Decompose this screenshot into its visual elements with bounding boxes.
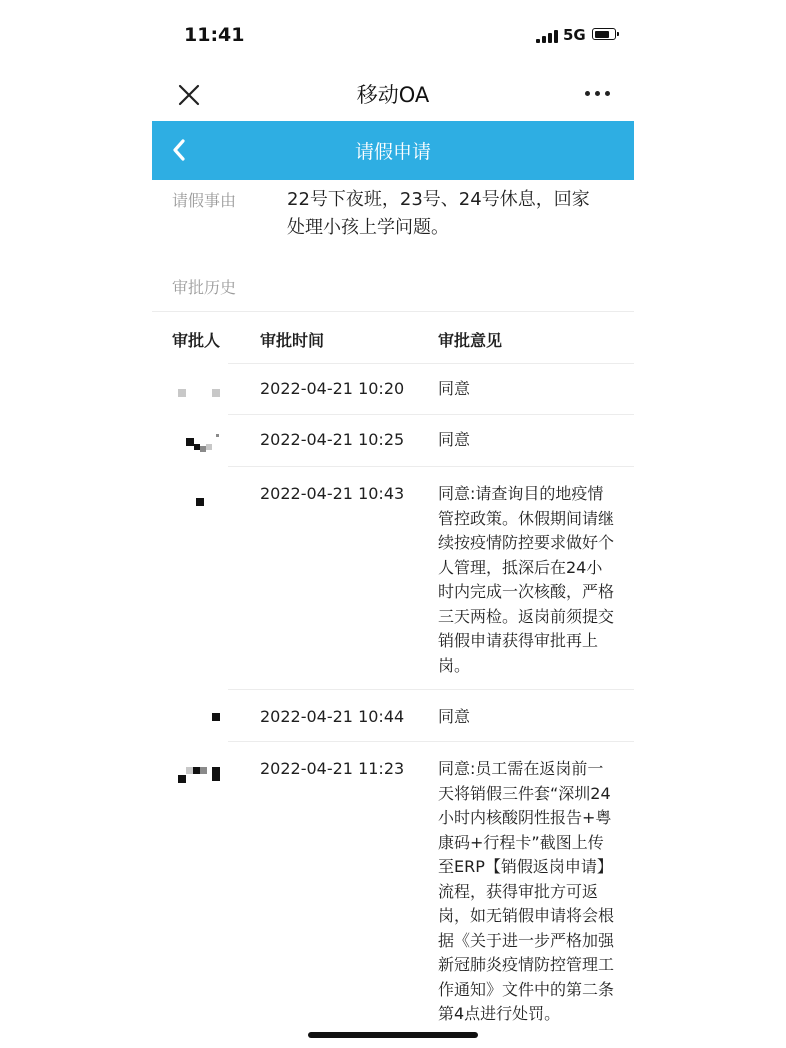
history-label: 审批历史 (172, 278, 237, 297)
approval-time: 2022-04-21 10:20 (260, 379, 405, 398)
battery-level (595, 31, 609, 38)
home-indicator[interactable] (308, 1032, 478, 1038)
reason-text: 22号下夜班，23号、24号休息，回家处理小孩上学问题。 (287, 189, 590, 238)
more-icon[interactable] (585, 90, 613, 98)
nav-bar (152, 70, 634, 120)
network-type: 5G (563, 26, 586, 44)
column-header-time: 审批时间 (260, 331, 325, 350)
battery-icon (592, 28, 616, 40)
phone-screen (152, 0, 634, 1048)
approval-time: 2022-04-21 10:25 (260, 430, 405, 449)
page-title: 请假申请 (354, 141, 431, 163)
reason-label: 请假事由 (172, 191, 237, 210)
history-table-header (152, 311, 634, 363)
approver-avatar-blurred (172, 709, 232, 739)
approval-opinion: 同意 (438, 379, 471, 398)
column-header-approver: 审批人 (172, 331, 221, 350)
column-header-opinion: 审批意见 (438, 331, 503, 350)
signal-icon (536, 30, 558, 43)
approver-avatar-blurred (172, 381, 232, 411)
approval-opinion: 同意 (438, 707, 471, 726)
approval-opinion: 同意:请查询目的地疫情管控政策。休假期间请继续按疫情防控要求做好个人管理，抵深后在24小时内完成一次核酸，严格三天两检。返岗前须提交销假申请获得审批再上岗。 (438, 484, 615, 675)
approval-time: 2022-04-21 10:43 (260, 484, 405, 503)
nav-title: 移动OA (356, 83, 430, 107)
approval-time: 2022-04-21 10:44 (260, 707, 405, 726)
approval-time: 2022-04-21 11:23 (260, 759, 405, 778)
approval-opinion: 同意 (438, 430, 471, 449)
approver-avatar-blurred (172, 763, 232, 793)
approver-avatar-blurred (172, 494, 232, 524)
approval-opinion: 同意:员工需在返岗前一天将销假三件套“深圳24小时内核酸阴性报告+粤康码+行程卡”截图上传至ERP【销假返岗申请】流程，获得审批方可返岗，如无销假申请将会根据《关于进一步严格加强新冠肺炎疫情防控管理工作通知》文件中的第二条第4点进行处罚。 (438, 759, 615, 1023)
status-time: 11:41 (184, 24, 245, 46)
approver-avatar-blurred (172, 432, 232, 462)
page-header (152, 121, 634, 180)
status-bar (152, 0, 634, 70)
